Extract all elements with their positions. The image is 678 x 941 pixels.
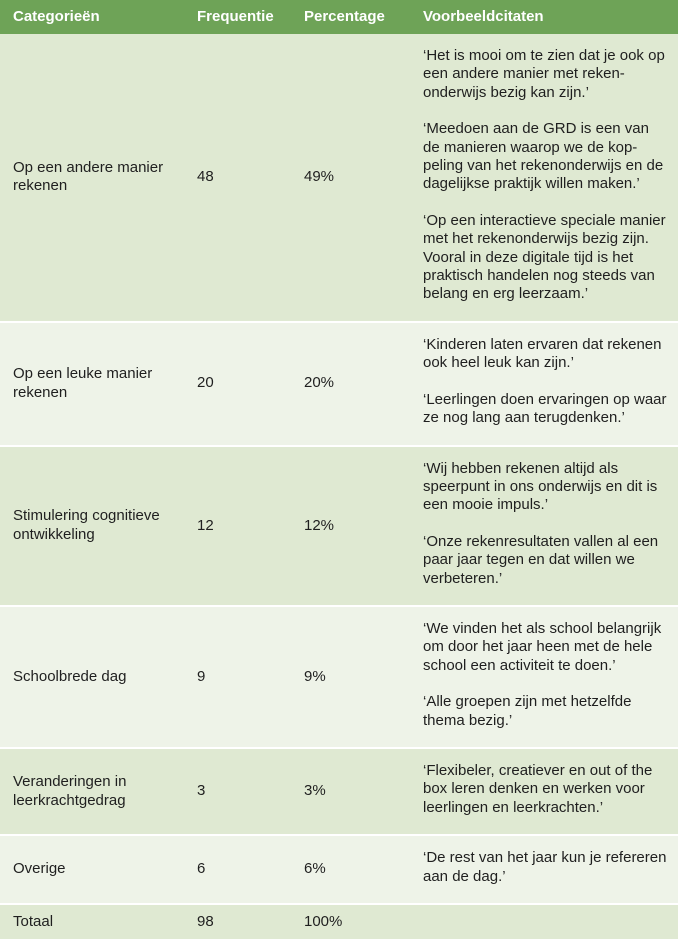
quote-text: ‘Op een interactieve speciale manier met het rekenonderwijs bezig zijn. Vooral in deze digitale tijd is het praktisch handelen nog steeds van belang en erg leerzaam.’ [423,211,666,303]
frequency-cell: 20 [186,322,293,446]
frequency-cell: 12 [186,446,293,606]
quote-text: ‘Kinderen laten ervaren dat rekenen ook heel leuk kan zijn.’ [423,335,662,372]
percentage-cell: 49% [293,34,411,322]
quotes-cell [411,606,678,748]
quotes-cell [411,322,678,446]
category-cell: Overige [0,835,186,904]
frequency-cell: 9 [186,606,293,748]
percentage-cell: 20% [293,322,411,446]
table-row [0,606,678,748]
header-percentage: Percentage [293,0,411,34]
quote-text: ‘Wij hebben rekenen altijd als speerpunt in ons onderwijs en dit is een mooie impuls.’ [423,459,658,514]
frequency-cell: 6 [186,835,293,904]
header-category: Categorieën [0,0,186,34]
frequency-cell: 48 [186,34,293,322]
quotes-cell [411,835,678,904]
table-row [0,34,678,322]
category-cell: Schoolbrede dag [0,606,186,748]
percentage-cell: 9% [293,606,411,748]
frequency-cell: 3 [186,748,293,835]
category-cell: Veranderingen in leerkrachtgedrag [0,748,186,835]
header-frequency: Frequentie [186,0,293,34]
total-frequency: 98 [186,904,293,940]
table-row [0,322,678,446]
quotes-cell [411,446,678,606]
table-row [0,748,678,835]
header-row [0,0,678,34]
table-row [0,835,678,904]
quote-text: ‘Onze rekenresultaten vallen al een paar jaar tegen en dat willen we verbeteren.’ [423,532,659,587]
quote-text: ‘Flexibeler, creatiever en out of the box leren denken en werken voor leerlingen en leerkrachten.’ [423,761,653,816]
quote-text: ‘Meedoen aan de GRD is een van de manieren waarop we de koppeling van het rekenonderwijs en de dagelijkse praktijk willen maken.’ [423,120,664,193]
percentage-cell: 3% [293,748,411,835]
quotes-cell [411,748,678,835]
quote-text: ‘Het is mooi om te zien dat je ook op een andere manier met rekenonderwijs bezig kan zijn.’ [423,47,665,101]
category-cell: Stimulering cognitieve ontwikkeling [0,446,186,606]
percentage-cell: 6% [293,835,411,904]
table-row [0,446,678,606]
total-quotes-empty [411,904,678,940]
total-label: Totaal [0,904,186,940]
quote-text: ‘Leerlingen doen ervaringen op waar ze nog lang aan terugdenken.’ [423,390,667,427]
quote-text: ‘De rest van het jaar kun je refereren aan de dag.’ [423,849,667,885]
category-cell: Op een leuke manier rekenen [0,322,186,446]
total-percentage: 100% [293,904,411,940]
total-row [0,904,678,940]
quote-text: ‘Alle groepen zijn met hetzelfde thema bezig.’ [423,693,632,729]
header-quotes: Voorbeeldcitaten [411,0,678,34]
quote-text: ‘We vinden het als school belangrijk om door het jaar heen met de hele school een activiteit te doen.’ [423,619,662,674]
category-cell: Op een andere manier rekenen [0,34,186,322]
percentage-cell: 12% [293,446,411,606]
quotes-cell [411,34,678,322]
